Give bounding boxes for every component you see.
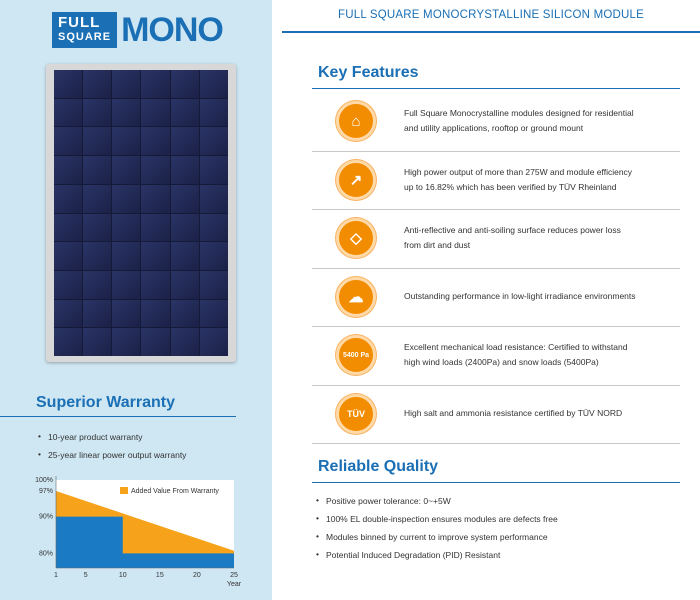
solar-cell	[141, 214, 169, 242]
solar-cell	[112, 156, 140, 184]
warranty-divider	[0, 416, 236, 417]
solar-cell	[171, 127, 199, 155]
feature-row	[312, 92, 680, 151]
solar-cell	[171, 99, 199, 127]
icon-label: 5400 Pa	[342, 351, 370, 359]
solar-cell	[171, 242, 199, 270]
solar-cells	[54, 70, 228, 356]
feature-line-2: and utility applications, rooftop or ground mount	[404, 123, 584, 134]
reliable-quality-list	[314, 496, 558, 568]
solar-cell	[112, 185, 140, 213]
solar-cell	[171, 300, 199, 328]
solar-cell	[112, 300, 140, 328]
feature-line-1: Excellent mechanical load resistance: Certified to withstand	[404, 342, 628, 353]
header-divider	[282, 31, 700, 33]
feature-line-1: Outstanding performance in low-light irradiance environments	[404, 291, 636, 302]
solar-cell	[171, 185, 199, 213]
solar-cell	[141, 185, 169, 213]
solar-cell	[54, 70, 82, 98]
solar-cell	[83, 185, 111, 213]
solar-cell	[141, 271, 169, 299]
solar-cell	[141, 127, 169, 155]
chart-xtick-label: 15	[155, 572, 164, 579]
feature-line-2: high wind loads (2400Pa) and snow loads (5400Pa)	[404, 357, 599, 368]
chart-xtick-label: 25	[230, 572, 238, 579]
feature-line-2: up to 16.82% which has been verified by TÜV Rheinland	[404, 181, 617, 192]
chart-xtick-label: 5	[83, 572, 88, 579]
reliable-quality-title: Reliable Quality	[318, 458, 439, 475]
warranty-list	[36, 432, 186, 468]
solar-cell	[54, 99, 82, 127]
warranty-chart	[0, 470, 272, 600]
feature-text	[404, 340, 627, 370]
solar-cell	[200, 214, 228, 242]
quality-item: • Modules binned by current to improve system performance	[314, 532, 558, 542]
warranty-title: Superior Warranty	[36, 394, 175, 411]
chart-xtick-label: 20	[193, 572, 201, 579]
solar-cell	[83, 271, 111, 299]
logo-full: FULL	[58, 14, 101, 31]
chart-ytick-label: 90%	[38, 513, 53, 521]
solar-cell	[54, 242, 82, 270]
chart-ytick-label: 100%	[35, 477, 53, 484]
anti-soiling-icon: ◇	[336, 218, 376, 258]
quality-item: • 100% EL double-inspection ensures modules are defects free	[314, 514, 558, 524]
solar-cell	[200, 271, 228, 299]
icon-label: TÜV	[347, 408, 365, 419]
load-5400pa-icon	[336, 335, 376, 375]
chart-xtick-label: 10	[118, 572, 127, 579]
quality-item: • Positive power tolerance: 0~+5W	[314, 496, 558, 506]
feature-line-1: Full Square Monocrystalline modules designed for residential	[404, 108, 634, 119]
solar-cell	[112, 70, 140, 98]
roof-house-icon: ⌂	[336, 101, 376, 141]
chart-xtick-label: 1	[54, 572, 58, 579]
solar-cell	[141, 242, 169, 270]
solar-cell	[141, 328, 169, 356]
solar-cell	[112, 214, 140, 242]
solar-cell	[171, 271, 199, 299]
solar-cell	[171, 214, 199, 242]
solar-cell	[171, 70, 199, 98]
low-light-icon: ☁	[336, 277, 376, 317]
solar-panel-image	[46, 64, 236, 362]
solar-cell	[200, 127, 228, 155]
solar-cell	[141, 300, 169, 328]
solar-cell	[200, 328, 228, 356]
solar-cell	[112, 271, 140, 299]
solar-cell	[83, 99, 111, 127]
feature-row	[312, 385, 680, 444]
solar-cell	[112, 127, 140, 155]
solar-cell	[200, 185, 228, 213]
feature-text	[404, 165, 632, 195]
feature-row	[312, 209, 680, 268]
solar-cell	[112, 242, 140, 270]
solar-cell	[200, 99, 228, 127]
feature-row	[312, 326, 680, 385]
warranty-item: • 25-year linear power output warranty	[36, 450, 186, 460]
feature-line-2: from dirt and dust	[404, 240, 471, 251]
feature-divider	[312, 443, 680, 444]
solar-cell	[83, 328, 111, 356]
warranty-item: • 10-year product warranty	[36, 432, 186, 442]
key-features-divider	[312, 88, 680, 89]
solar-cell	[171, 156, 199, 184]
solar-cell	[141, 156, 169, 184]
logo-square: SQUARE	[58, 31, 112, 43]
solar-cell	[54, 127, 82, 155]
left-column	[0, 0, 272, 600]
full-square-mono-logo	[52, 12, 223, 48]
solar-cell	[54, 156, 82, 184]
solar-cell	[200, 242, 228, 270]
chart-ytick-label: 80%	[38, 550, 53, 558]
solar-cell	[112, 99, 140, 127]
reliable-quality-divider	[312, 482, 680, 483]
chart-legend-swatch	[120, 487, 128, 494]
solar-cell	[141, 70, 169, 98]
solar-cell	[83, 127, 111, 155]
solar-cell	[54, 300, 82, 328]
feature-row	[312, 151, 680, 210]
solar-cell	[200, 156, 228, 184]
solar-cell	[112, 328, 140, 356]
solar-cell	[54, 271, 82, 299]
solar-cell	[200, 70, 228, 98]
logo-box	[52, 12, 117, 48]
feature-text	[404, 106, 634, 136]
feature-row	[312, 268, 680, 327]
chart-ytick-label: 97%	[38, 488, 53, 495]
feature-text	[404, 223, 621, 253]
solar-cell	[83, 70, 111, 98]
power-growth-icon: ↗	[336, 160, 376, 200]
quality-item: • Potential Induced Degradation (PID) Resistant	[314, 550, 558, 560]
solar-cell	[83, 300, 111, 328]
key-features-title: Key Features	[318, 64, 419, 81]
feature-text	[404, 406, 622, 421]
feature-text	[404, 289, 636, 304]
feature-line-1: High power output of more than 275W and module efficiency	[404, 166, 633, 177]
chart-legend-label: Added Value From Warranty	[131, 488, 219, 495]
feature-line-1: Anti-reflective and anti-soiling surface reduces power loss	[404, 225, 621, 236]
solar-cell	[141, 99, 169, 127]
solar-cell	[83, 156, 111, 184]
page-title: FULL SQUARE MONOCRYSTALLINE SILICON MODULE	[338, 9, 644, 21]
solar-cell	[83, 242, 111, 270]
solar-cell	[200, 300, 228, 328]
chart-xlabel: Year	[226, 581, 242, 588]
feature-line-1: High salt and ammonia resistance certified by TÜV NORD	[404, 408, 623, 419]
logo-mono: MONO	[121, 11, 223, 49]
solar-cell	[171, 328, 199, 356]
solar-cell	[54, 214, 82, 242]
tuv-icon	[336, 394, 376, 434]
solar-cell	[54, 328, 82, 356]
solar-cell	[83, 214, 111, 242]
solar-cell	[54, 185, 82, 213]
